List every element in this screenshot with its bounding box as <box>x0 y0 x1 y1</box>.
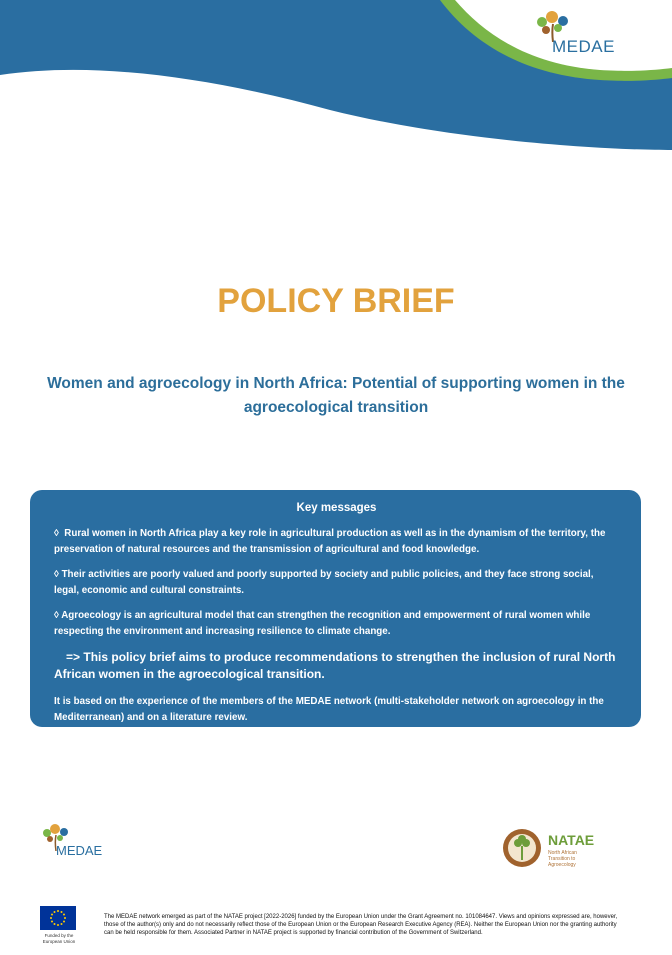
natae-logo <box>502 826 602 870</box>
key-message-item: ◊ Agroecology is an agricultural model that can strengthen the recognition and empowerment of rural women while respecting the environment and increasing resilience to climate change. <box>54 610 591 637</box>
medae-logo-top <box>520 10 630 65</box>
arrow-icon: => <box>66 650 81 664</box>
eu-flag-icon <box>40 906 76 930</box>
key-messages-heading: Key messages <box>296 502 377 514</box>
funding-disclaimer: The MEDAE network emerged as part of the NATAE project [2022-2026] funded by the European Union under the Grant Agreement no. 101084647. Views and opinions expressed are, however, those of the author(s) only and do not necessarily reflect those of the European Union or the European Research Executive Agency (REA). Neither the European Union nor the granting authority can be held responsible for them. Associated Partner in NATAE project is supported by financial contribution of the Government of Switzerland. <box>104 914 618 936</box>
document-subtitle: Women and agroecology in North Africa: Potential of supporting women in the agroecological transition <box>47 375 625 416</box>
natae-emblem-icon <box>502 828 542 868</box>
key-message-item: ◊ Their activities are poorly valued and poorly supported by society and public policies, and they face strong social, legal, economic and cultural constraints. <box>54 569 594 596</box>
key-message-basis: It is based on the experience of the members of the MEDAE network (multi-stakeholder network on agroecology in the Mediterranean) and on a literature review. <box>54 696 604 723</box>
natae-logo-text: NATAE <box>548 832 595 848</box>
medae-logo-text: MEDAE <box>56 843 103 858</box>
eu-funding-caption: Funded by the European Union <box>42 933 76 944</box>
natae-tagline: North African Transition to Agroecology <box>548 850 577 868</box>
diamond-bullet-icon: ◊ <box>54 610 59 621</box>
medae-logo-text: MEDAE <box>552 37 615 56</box>
diamond-bullet-icon: ◊ <box>54 569 59 580</box>
diamond-bullet-icon: ◊ <box>54 528 59 539</box>
key-messages-box <box>30 490 641 727</box>
key-message-item: ◊ Rural women in North Africa play a key role in agricultural production as well as in the dynamism of the territory, the preservation of natural resources and the transmission of agricultural and food knowledge. <box>54 528 606 555</box>
key-message-emphasis: => This policy brief aims to produce recommendations to strengthen the inclusion of rural North African women in the agroecological transition. <box>54 650 616 681</box>
document-type-title: POLICY BRIEF <box>217 282 455 320</box>
medae-logo-bottom <box>34 823 114 871</box>
